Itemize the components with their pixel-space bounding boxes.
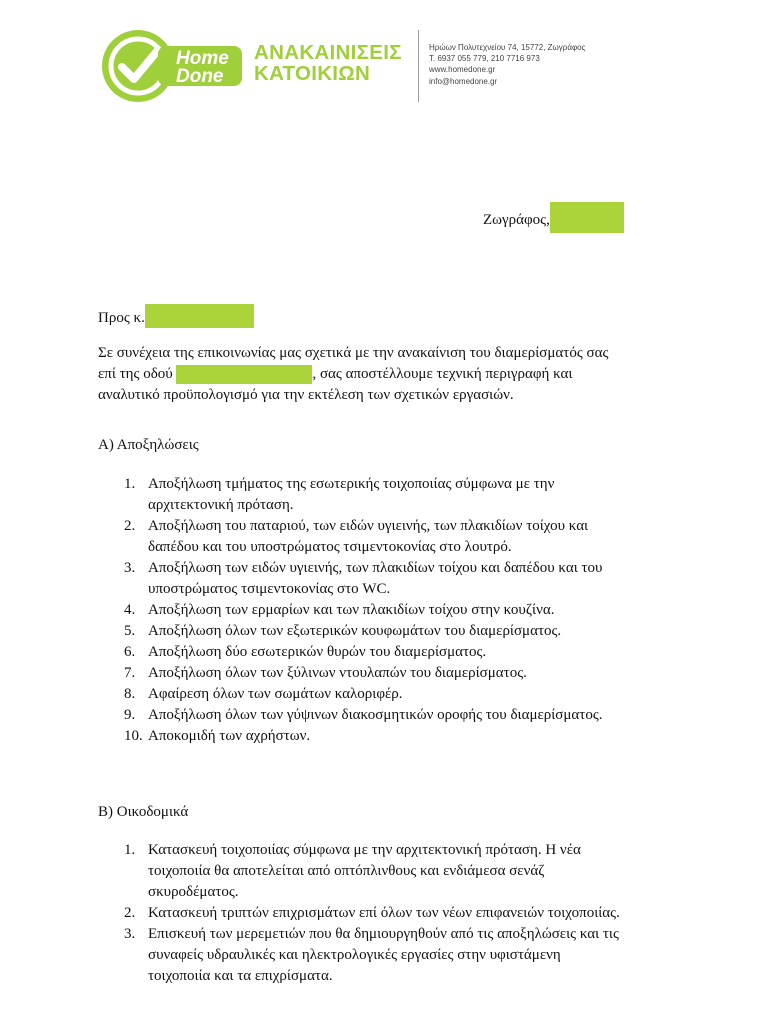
- section-a-list: [100, 474, 690, 747]
- section-a-title: Α) Αποξηλώσεις: [98, 437, 199, 453]
- header-divider: [418, 30, 419, 102]
- list-item-number: 2.: [124, 518, 136, 534]
- greeting-line: [98, 308, 254, 329]
- list-item: [100, 840, 690, 903]
- list-item-number: 6.: [124, 644, 136, 660]
- list-item-line: υποστρώματος τσιμεντοκονίας στο WC.: [148, 581, 391, 597]
- brand-line-1: ΑΝΑΚΑΙΝΙΣΕΙΣ: [254, 41, 402, 64]
- homedone-logo: [100, 26, 246, 110]
- list-item-number: 3.: [124, 926, 136, 942]
- list-item: [100, 621, 690, 642]
- contact-block: [429, 42, 585, 87]
- logo-word-home: Home: [176, 48, 229, 69]
- list-item-number: 5.: [124, 623, 136, 639]
- list-item: [100, 474, 690, 516]
- intro-line-2: επί της οδού , σας αποστέλλουμε τεχνική περιγραφή και: [98, 366, 573, 382]
- contact-website[interactable]: www.homedone.gr: [429, 65, 496, 75]
- list-item-number: 8.: [124, 686, 136, 702]
- list-item-number: 9.: [124, 707, 136, 723]
- list-item-line: δαπέδου και του υποστρώματος τσιμεντοκονίας στο λουτρό.: [148, 539, 512, 555]
- list-item: [100, 684, 690, 705]
- list-item-number: 4.: [124, 602, 136, 618]
- list-item-line: Επισκευή των μερεμετιών που θα δημιουργηθούν από τις αποξηλώσεις και τις: [148, 926, 619, 942]
- brand-name: [254, 42, 402, 84]
- section-b-list: [100, 840, 690, 987]
- contact-email[interactable]: info@homedone.gr: [429, 76, 498, 86]
- list-item-number: 3.: [124, 560, 136, 576]
- list-item-line: Κατασκευή τριπτών επιχρισμάτων επί όλων των νέων επιφανειών τοιχοποιίας.: [148, 905, 620, 921]
- intro-line-3: αναλυτικό προϋπολογισμό για την εκτέλεση των σχετικών εργασιών.: [98, 387, 514, 403]
- list-item-line: Αφαίρεση όλων των σωμάτων καλοριφέρ.: [148, 686, 403, 702]
- contact-phone: Τ. 6937 055 779, 210 7716 973: [429, 54, 540, 64]
- recipient-redaction: [145, 304, 254, 328]
- greeting-text: Προς κ.: [98, 310, 145, 326]
- street-redaction: [176, 365, 312, 384]
- contact-address: Ηρώων Πολυτεχνείου 74, 15772, Ζωγράφος: [429, 43, 586, 52]
- date-line: [483, 210, 624, 233]
- brand-line-2: ΚΑΤΟΙΚΙΩΝ: [254, 62, 371, 85]
- list-item: [100, 516, 690, 558]
- list-item-line: Αποξήλωση των ερμαρίων και των πλακιδίων τοίχου στην κουζίνα.: [148, 602, 555, 618]
- list-item-line: Αποξήλωση τμήματος της εσωτερικής τοιχοποιίας σύμφωνα με την: [148, 476, 555, 492]
- list-item: [100, 600, 690, 621]
- list-item-number: 1.: [124, 476, 136, 492]
- list-item-line: Αποκομιδή των αχρήστων.: [148, 728, 311, 744]
- logo-word-done: Done: [176, 66, 224, 87]
- list-item-line: Αποξήλωση όλων των γύψινων διακοσμητικών οροφής του διαμερίσματος.: [148, 707, 603, 723]
- list-item-line: αρχιτεκτονική πρόταση.: [148, 497, 294, 513]
- list-item-line: Κατασκευή τοιχοποιίας σύμφωνα με την αρχιτεκτονική πρόταση. Η νέα: [148, 842, 581, 858]
- list-item: [100, 663, 690, 684]
- list-item-number: 7.: [124, 665, 136, 681]
- intro-paragraph: [98, 343, 658, 406]
- list-item: [100, 903, 690, 924]
- list-item: [100, 642, 690, 663]
- list-item-line: Αποξήλωση των ειδών υγιεινής, των πλακιδίων τοίχου και δαπέδου και του: [148, 560, 603, 576]
- list-item-line: τοιχοποιία θα αποτελείται από οπτόπλινθους και ενδιάμεσα σενάζ: [148, 863, 545, 879]
- list-item-number: 10.: [124, 728, 143, 744]
- list-item-line: Αποξήλωση του παταριού, των ειδών υγιεινής, των πλακιδίων τοίχου και: [148, 518, 589, 534]
- list-item-line: συναφείς υδραυλικές και ηλεκτρολογικές εργασίες στην υφιστάμενη: [148, 947, 561, 963]
- list-item-number: 1.: [124, 842, 136, 858]
- list-item-line: τοιχοποιία και τα επιχρίσματα.: [148, 968, 333, 984]
- list-item-line: Αποξήλωση όλων των εξωτερικών κουφωμάτων του διαμερίσματος.: [148, 623, 562, 639]
- list-item: [100, 705, 690, 726]
- list-item: [100, 558, 690, 600]
- section-b-title: Β) Οικοδομικά: [98, 804, 189, 820]
- list-item: [100, 726, 690, 747]
- list-item-line: σκυροδέματος.: [148, 884, 239, 900]
- list-item-line: Αποξήλωση όλων των ξύλινων ντουλαπών του διαμερίσματος.: [148, 665, 527, 681]
- list-item-line: Αποξήλωση δύο εσωτερικών θυρών του διαμερίσματος.: [148, 644, 487, 660]
- list-item: [100, 924, 690, 987]
- place-name: Ζωγράφος,: [483, 212, 550, 228]
- date-redaction: [550, 202, 624, 233]
- intro-line-1: Σε συνέχεια της επικοινωνίας μας σχετικά με την ανακαίνιση του διαμερίσματός σας: [98, 345, 609, 361]
- list-item-number: 2.: [124, 905, 136, 921]
